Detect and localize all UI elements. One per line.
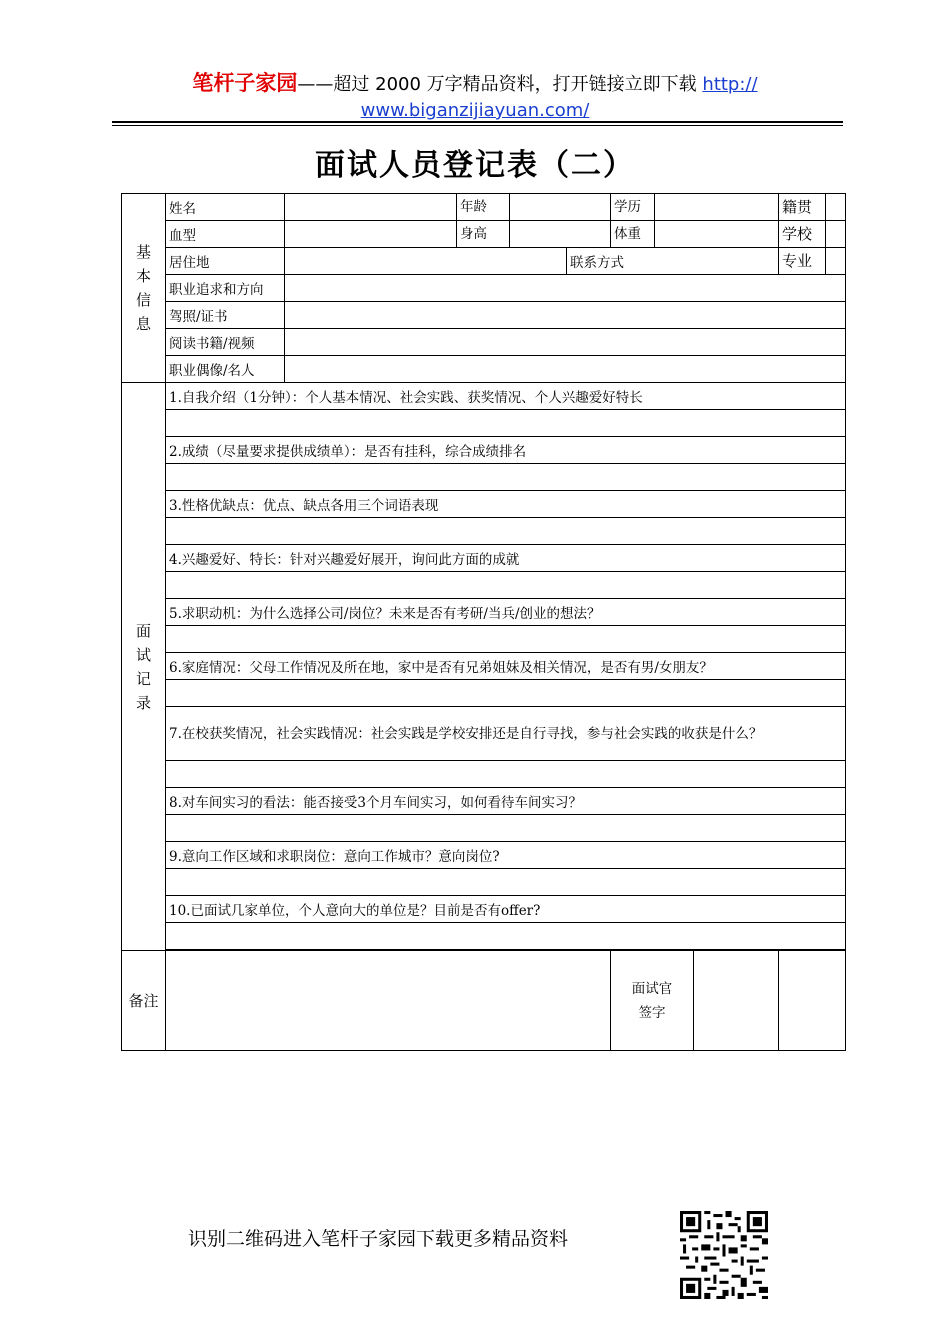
answer-6[interactable]: [166, 680, 846, 707]
height-cell: [457, 221, 611, 248]
question-9: 9.意向工作区域和求职岗位：意向工作城市？意向岗位?: [166, 842, 846, 869]
name-label: 姓名: [166, 194, 285, 221]
question-7: 7.在校获奖情况，社会实践情况：社会实践是学校安排还是自行寻找，参与社会实践的收获是什么？: [166, 707, 846, 761]
brand-name: 笔杆子家园: [192, 71, 298, 95]
header-rule-thin: [112, 125, 843, 126]
education-value[interactable]: [654, 194, 778, 220]
major-cell: [779, 248, 846, 275]
answer-8[interactable]: [166, 815, 846, 842]
question-2: 2.成绩（尽量要求提供成绩单）：是否有挂科，综合成绩排名: [166, 437, 846, 464]
age-label-text: 年龄: [460, 199, 487, 215]
residence-value[interactable]: [285, 248, 567, 275]
idol-label: 职业偶像/名人: [166, 356, 285, 383]
question-1: 1.自我介绍（1分钟）：个人基本情况、社会实践、获奖情况、个人兴趣爱好特长: [166, 383, 846, 410]
site-header: [110, 70, 840, 124]
interview-record-section-label: [122, 383, 166, 951]
question-5: 5.求职动机：为什么选择公司/岗位？未来是否有考研/当兵/创业的想法？: [166, 599, 846, 626]
blood-type-value[interactable]: [285, 221, 457, 248]
basic-info-section-label: [122, 194, 166, 383]
idol-value[interactable]: [285, 356, 846, 383]
height-label: 身高: [460, 226, 487, 242]
question-3: 3.性格优缺点：优点、缺点各用三个词语表现: [166, 491, 846, 518]
native-place-value[interactable]: [825, 194, 845, 220]
interviewer-sign-box[interactable]: [693, 951, 778, 1050]
education-cell: [611, 194, 779, 221]
weight-label: 体重: [614, 226, 641, 242]
form-title: 面试人员登记表（二）: [315, 148, 635, 183]
answer-3[interactable]: [166, 518, 846, 545]
weight-value[interactable]: [654, 221, 778, 247]
school-label: 学校: [782, 225, 813, 243]
signature-value[interactable]: [779, 951, 846, 1051]
basic-info-label-text: 基本信息: [135, 243, 151, 333]
reading-value[interactable]: [285, 329, 846, 356]
age-label: [457, 194, 611, 221]
major-label: 专业: [782, 252, 813, 270]
header-dash: ——: [297, 74, 334, 95]
blood-type-label: 血型: [166, 221, 285, 248]
interview-record-label-text: 面试记录: [135, 621, 151, 712]
interviewer-sign-text: 面试官签字: [631, 980, 673, 1021]
school-value[interactable]: [825, 221, 845, 247]
registration-form-table: [121, 193, 846, 1051]
career-goal-label: 职业追求和方向: [166, 275, 285, 302]
header-rule-thick: [112, 121, 843, 123]
site-link-part1[interactable]: http://: [702, 74, 758, 95]
answer-9[interactable]: [166, 869, 846, 896]
reading-label: 阅读书籍/视频: [166, 329, 285, 356]
remarks-value[interactable]: [166, 951, 611, 1051]
answer-7[interactable]: [166, 761, 846, 788]
signature-cell: [611, 951, 779, 1051]
license-label: 驾照/证书: [166, 302, 285, 329]
native-place-cell: [779, 194, 846, 221]
answer-4[interactable]: [166, 572, 846, 599]
residence-label: 居住地: [166, 248, 285, 275]
name-value[interactable]: [285, 194, 457, 221]
question-4: 4.兴趣爱好、特长：针对兴趣爱好展开，询问此方面的成就: [166, 545, 846, 572]
question-8: 8.对车间实习的看法：能否接受3个月车间实习，如何看待车间实习？: [166, 788, 846, 815]
question-10: 10.已面试几家单位，个人意向大的单位是？目前是否有offer?: [166, 896, 846, 923]
question-6: 6.家庭情况：父母工作情况及所在地，家中是否有兄弟姐妹及相关情况，是否有男/女朋友？: [166, 653, 846, 680]
license-value[interactable]: [285, 302, 846, 329]
school-cell: [779, 221, 846, 248]
answer-10[interactable]: [166, 923, 846, 950]
footer-text: 识别二维码进入笔杆子家园下载更多精品资料: [188, 1228, 569, 1250]
education-label: 学历: [614, 199, 641, 215]
remarks-label: 备注: [122, 951, 166, 1051]
answer-5[interactable]: [166, 626, 846, 653]
contact-label: 联系方式: [567, 248, 779, 275]
age-value[interactable]: [509, 194, 610, 220]
major-value[interactable]: [825, 248, 845, 274]
interviewer-sign-label: [611, 951, 693, 1050]
header-tagline: 超过 2000 万字精品资料，打开链接立即下载: [333, 74, 703, 95]
site-link-part2[interactable]: www.biganzijiayuan.com/: [360, 100, 590, 121]
height-value[interactable]: [509, 221, 610, 247]
qr-code-icon[interactable]: [680, 1211, 768, 1299]
answer-2[interactable]: [166, 464, 846, 491]
native-place-label: 籍贯: [782, 198, 813, 216]
answer-1[interactable]: [166, 410, 846, 437]
career-goal-value[interactable]: [285, 275, 846, 302]
weight-cell: [611, 221, 779, 248]
